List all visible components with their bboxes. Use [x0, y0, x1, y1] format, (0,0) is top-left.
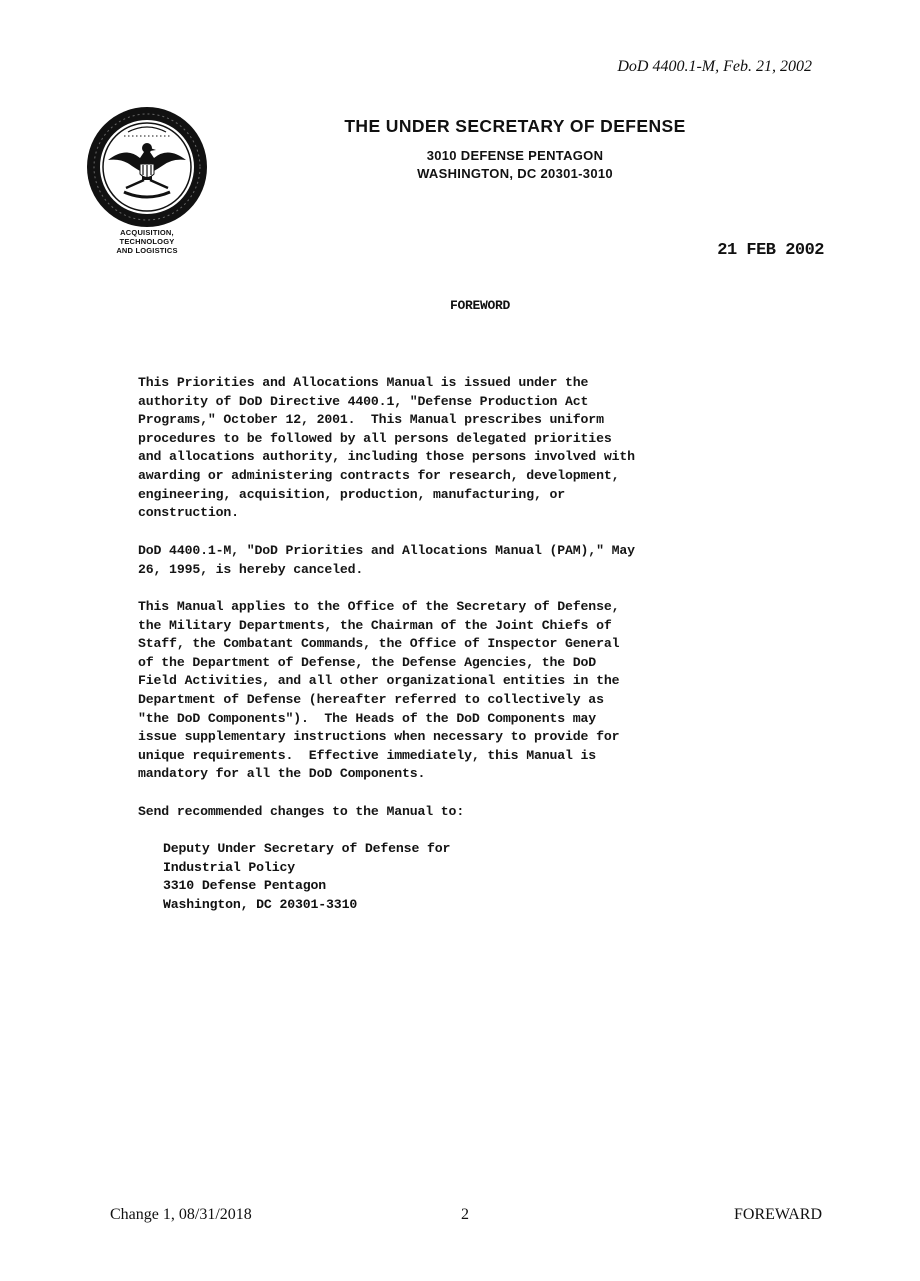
office-caption: ACQUISITION, TECHNOLOGY AND LOGISTICS [116, 228, 178, 255]
footer-change-note: Change 1, 08/31/2018 [110, 1206, 252, 1223]
address-line: Washington, DC 20301-3310 [163, 896, 358, 912]
footer-section-name: FOREWARD [733, 1206, 822, 1223]
letterhead-address-line-1: 3010 DEFENSE PENTAGON [426, 148, 604, 163]
running-header: DoD 4400.1-M, Feb. 21, 2002 [617, 58, 812, 75]
letterhead-title: THE UNDER SECRETARY OF DEFENSE [344, 116, 686, 136]
dod-seal-icon [86, 106, 208, 228]
paragraph-send-changes: Send recommended changes to the Manual to: [138, 804, 465, 819]
foreword-heading: FOREWORD [449, 298, 510, 313]
footer-page-number: 2 [461, 1206, 469, 1223]
paragraph-applicability: This Manual applies to the Office of the Secretary of Defense, the Military Departments, the Chairman of the Joint Chiefs of Staff, the Combatant Commands, the Office of Inspector General of the Department of Defense, the Defense Agencies, the DoD Field Activities, and all other organizational entities in the Department of Defense (hereafter referred to collectively as "the DoD Components"). The Heads of the DoD Components may issue supplementary instructions when necessary to provide for unique requirements. Effective immediately, this Manual is mandatory for all the DoD Components. [138, 599, 620, 782]
address-line: 3310 Defense Pentagon [163, 878, 327, 894]
date-stamp: 21 FEB 2002 [717, 241, 824, 260]
address-line: Industrial Policy [163, 859, 295, 875]
address-line: Deputy Under Secretary of Defense for [163, 841, 451, 856]
letterhead-address-line-2: WASHINGTON, DC 20301-3010 [417, 166, 613, 181]
paragraph-cancellation: DoD 4400.1-M, "DoD Priorities and Allocations Manual (PAM)," May 26, 1995, is hereby canceled. [138, 543, 635, 577]
paragraph-authority: This Priorities and Allocations Manual is issued under the authority of DoD Directive 4400.1, "Defense Production Act Programs," October 12, 2001. This Manual prescribes uniform procedures to be followed by all persons delegated priorities and allocations authority, including those persons involved with awarding or administering contracts for research, development, engineering, acquisition, production, manufacturing, or construction. [138, 375, 635, 521]
send-to-address [163, 840, 450, 914]
